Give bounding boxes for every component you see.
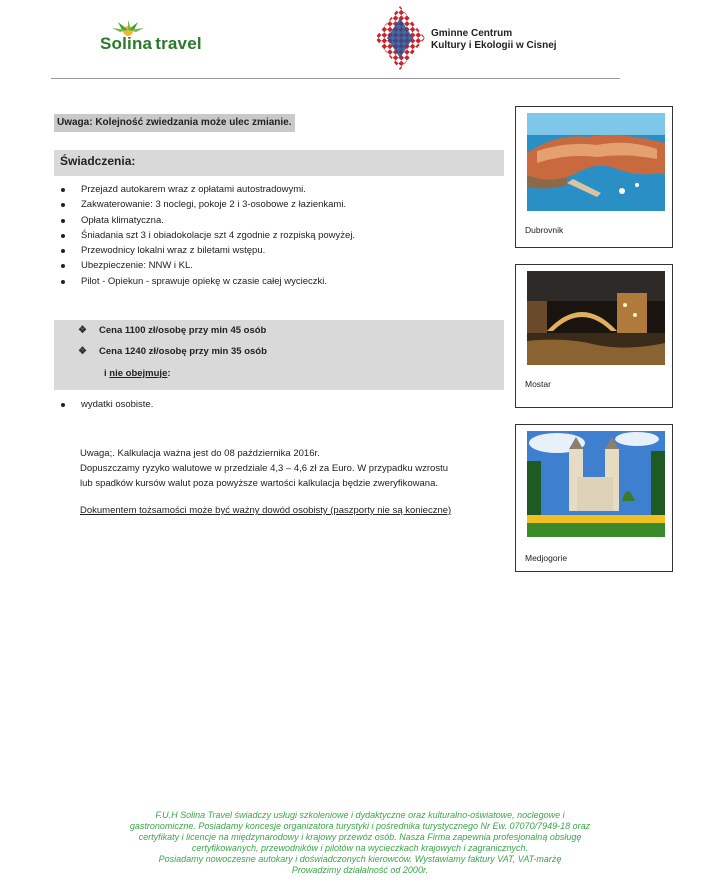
header-divider [51, 78, 620, 79]
list-item: Pilot - Opiekun - sprawuje opiekę w czasie całej wycieczki. [56, 274, 355, 289]
photo-card-mostar [515, 264, 673, 408]
diamond-bullet-icon: ❖ [78, 346, 87, 357]
org-name-line2: Kultury i Ekologii w Cisnej [431, 40, 557, 51]
org-name [431, 28, 557, 52]
list-item: wydatki osobiste. [56, 397, 153, 412]
calculation-line-2: Dopuszczamy ryzyko walutowe w przedziale 4,3 – 4,6 zł za Euro. W przypadku wzrostu [80, 463, 449, 474]
checkered-diamond-icon [373, 4, 427, 72]
price-line-2 [78, 345, 267, 359]
footer-line: certyfikowanych, przewodników i pilotów na wycieczkach krajowych i zagranicznych. [191, 843, 529, 853]
photo-caption: Medjogorie [525, 553, 568, 563]
services-list [56, 182, 355, 289]
price-line-1 [78, 324, 266, 338]
photo-caption: Mostar [525, 379, 551, 389]
list-item: Opłata klimatyczna. [56, 213, 355, 228]
services-heading: Świadczenia: [54, 150, 504, 176]
photo-caption: Dubrovnik [525, 225, 564, 235]
brand-name [100, 34, 202, 54]
list-item: Przewodnicy lokalni wraz z biletami wstępu. [56, 243, 355, 258]
footer-line: Prowadzimy działalność od 2000r. [291, 865, 429, 875]
footer-line: gastronomiczne. Posiadamy koncesje organizatora turystyki i pośrednika turystycznego Nr Ew. 07070/7949-18 oraz [129, 821, 591, 831]
calculation-line-3: lub spadków kursów walut poza powyższe wartości kalkulacja będzie zweryfikowana. [80, 478, 438, 489]
exclusions-list [56, 397, 153, 412]
brand-part2: travel [155, 34, 202, 53]
org-name-line1: Gminne Centrum [431, 28, 513, 39]
documents-note: Dokumentem tożsamości może być ważny dowód osobisty (paszporty nie są konieczne) [80, 505, 452, 516]
diamond-bullet-icon: ❖ [78, 325, 87, 336]
solina-travel-logo [100, 20, 230, 52]
gckie-logo [373, 4, 633, 72]
calculation-note [80, 446, 448, 491]
footer-line: F.U.H Solina Travel świadczy usługi szkoleniowe i dydaktyczne oraz kulturalno-oświatowe, noclegowe i [155, 810, 565, 820]
price-exclusions-label: i nie obejmuje: [104, 368, 171, 379]
footer-line: Posiadamy nowoczesne autokary i doświadczonych kierowców. Wystawiamy faktury VAT, VAT-marżę [158, 854, 562, 864]
medjugorje-photo [527, 431, 665, 537]
price-2-text: Cena 1240 zł/osobę przy min 35 osób [99, 346, 267, 357]
list-item: Zakwaterowanie: 3 noclegi, pokoje 2 i 3-osobowe z łazienkami. [56, 197, 355, 212]
brand-part1: Solina [100, 34, 153, 53]
list-item: Ubezpieczenie: NNW i KL. [56, 258, 355, 273]
price-1-text: Cena 1100 zł/osobę przy min 45 osób [99, 325, 267, 336]
list-item: Przejazd autokarem wraz z opłatami autostradowymi. [56, 182, 355, 197]
photo-card-dubrovnik [515, 106, 673, 248]
list-item: Śniadania szt 3 i obiadokolacje szt 4 zgodnie z rozpiską powyżej. [56, 228, 355, 243]
mostar-photo [527, 271, 665, 365]
order-notice: Uwaga: Kolejność zwiedzania może ulec zmianie. [54, 114, 295, 132]
footer-text [60, 810, 660, 876]
dubrovnik-photo [527, 113, 665, 211]
photo-card-medjugorje [515, 424, 673, 572]
price-box [54, 320, 504, 390]
calculation-line-1: Uwaga;. Kalkulacja ważna jest do 08 października 2016r. [80, 448, 320, 459]
footer-line: certyfikaty i licencje na międzynarodowy i krajowy przewóz osób. Nasza Firma zapewnia profesjonalną obsługę [138, 832, 582, 842]
